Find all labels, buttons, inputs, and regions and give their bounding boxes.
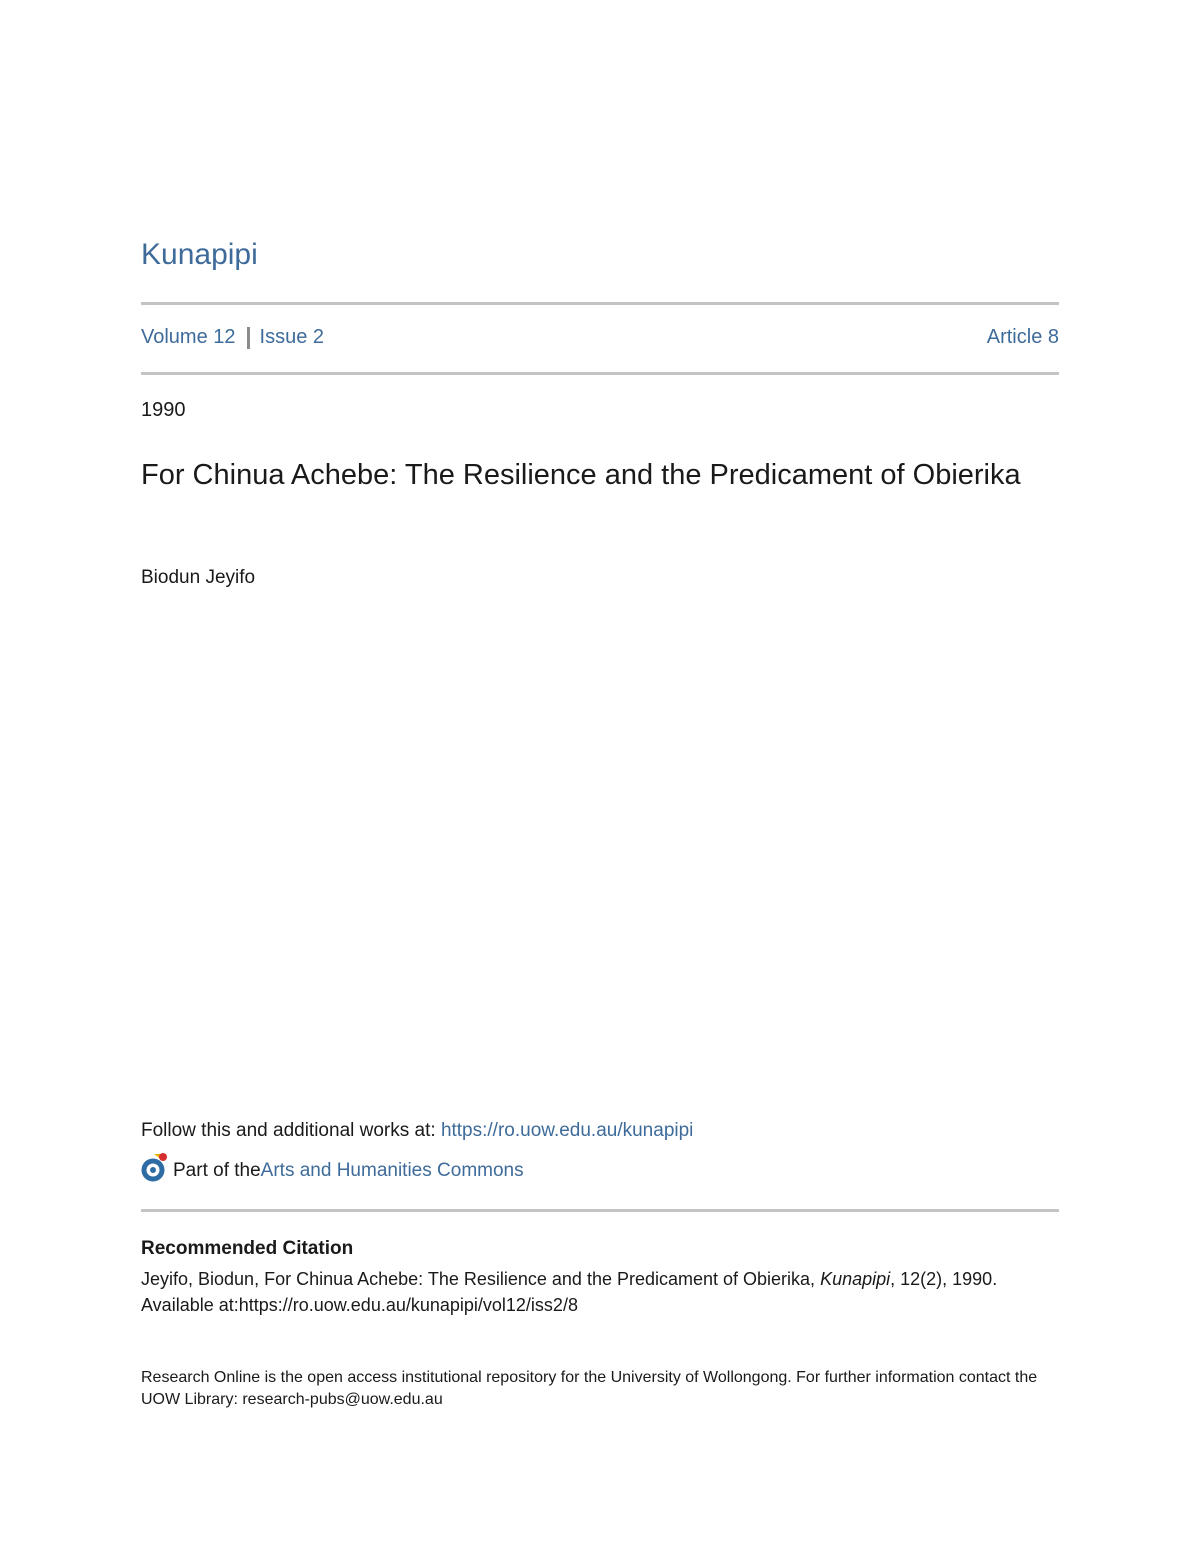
publication-year: 1990 [141,399,186,421]
commons-link[interactable]: Arts and Humanities Commons [260,1160,524,1181]
article-link[interactable]: Article 8 [986,326,1059,348]
citation-available: Available at:https://ro.uow.edu.au/kunapipi/vol12/iss2/8 [141,1295,578,1315]
bepress-commons-icon [141,1152,169,1182]
follow-line [141,1120,693,1142]
citation-volume: , 12(2), 1990. [890,1269,998,1289]
recommended-citation-label: Recommended Citation [141,1238,354,1259]
citation-main: Jeyifo, Biodun, For Chinua Achebe: The Resilience and the Predicament of Obierika, [141,1269,821,1289]
follow-label: Follow this and additional works at: [141,1120,441,1141]
part-of-line [141,1152,524,1182]
repository-url-link[interactable]: https://ro.uow.edu.au/kunapipi [440,1120,694,1141]
cover-page [141,0,1059,1553]
author-name: Biodun Jeyifo [141,567,256,588]
volume-issue-row [141,326,1059,349]
recommended-citation-heading [141,1238,353,1260]
journal-title-link[interactable]: Kunapipi [141,238,258,271]
citation-journal: Kunapipi [820,1269,891,1289]
article-title: For Chinua Achebe: The Resilience and the Predicament of Obierika [141,459,1021,491]
divider [141,302,1059,305]
citation-text [141,1266,1059,1318]
repository-footer: Research Online is the open access institutional repository for the University of Wollongong. For further information contact the UOW Library: research-pubs@uow.edu.au [141,1369,1038,1408]
volume-link[interactable]: Volume 12 [141,326,236,348]
divider [141,1209,1059,1212]
divider [141,372,1059,375]
part-of-label: Part of the [173,1160,261,1181]
separator-bar [247,327,250,349]
issue-link[interactable]: Issue 2 [259,326,324,348]
